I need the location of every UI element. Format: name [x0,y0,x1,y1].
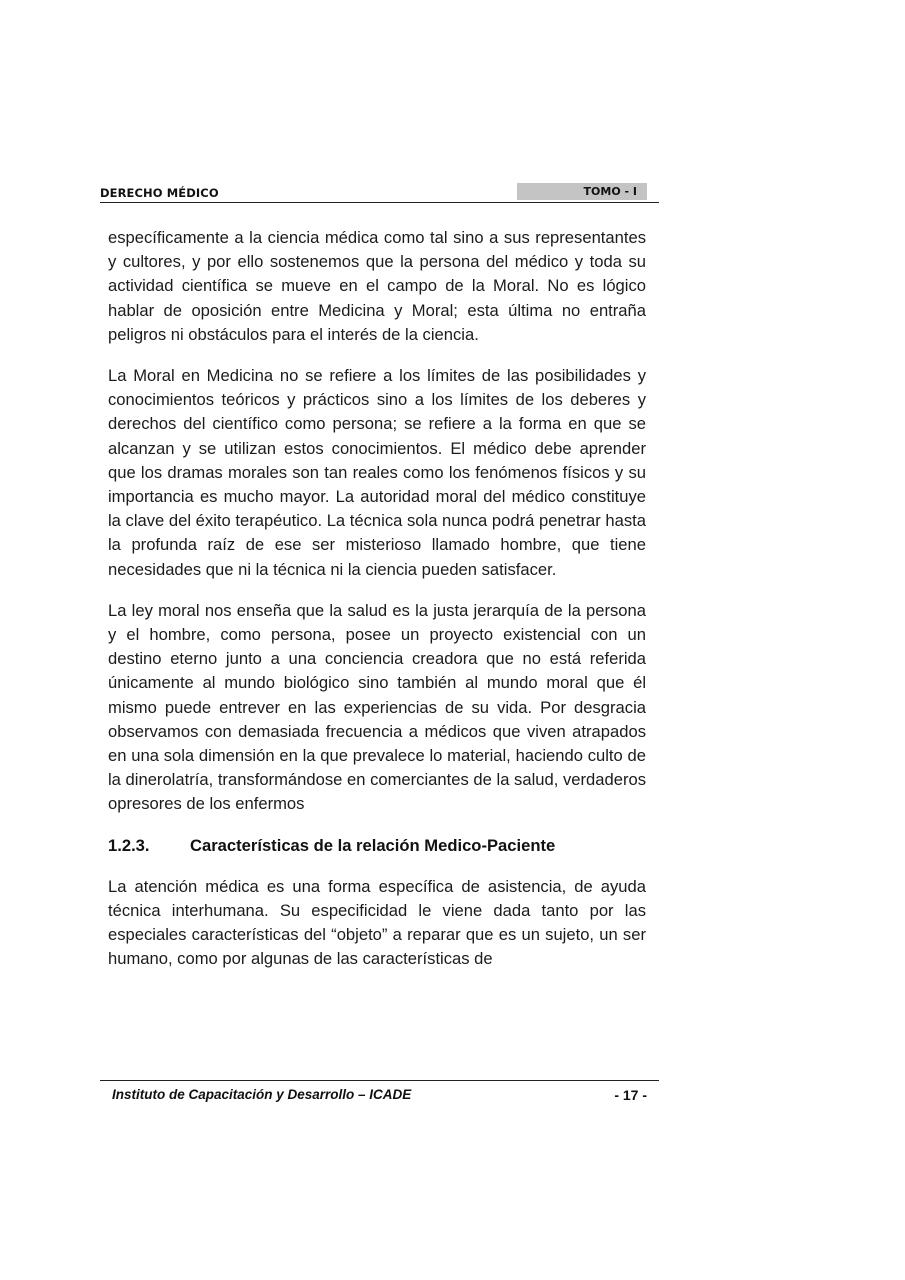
running-header-title: DERECHO MÉDICO [100,186,219,200]
body-paragraph-2: La Moral en Medicina no se refiere a los límites de las posibilidades y conocimientos teóricos y prácticos sino a los límites de los deberes y derechos del científico como persona; se refiere a la forma en que se alcanzan y se utilizan estos conocimientos. El médico debe aprender que los dramas morales son tan reales como los fenómenos físicos y su importancia es mucho mayor. La autoridad moral del médico constituye la clave del éxito terapéutico. La técnica sola nunca podrá penetrar hasta la profunda raíz de ese ser misterioso llamado hombre, que tiene necesidades que ni la técnica ni la ciencia pueden satisfacer. [108,366,646,579]
section-heading [108,834,646,858]
body-paragraph-1: específicamente a la ciencia médica como tal sino a sus representantes y cultores, y por ello sostenemos que la persona del médico y toda su actividad científica se mueve en el campo de la Moral. No es lógico hablar de oposición entre Medicina y Moral; esta última no entraña peligros ni obstáculos para el interés de la ciencia. [108,228,646,344]
section-title: Características de la relación Medico-Paciente [190,835,556,855]
section-number: 1.2.3. [108,835,150,855]
page-number: - 17 - [614,1087,647,1103]
page-footer [100,1080,659,1111]
page-content [108,226,646,988]
page-header [100,183,659,203]
body-paragraph-3: La ley moral nos enseña que la salud es la justa jerarquía de la persona y el hombre, como persona, posee un proyecto existencial con un destino eterno junto a una conciencia creadora que no está referida únicamente al mundo biológico sino también al mundo moral que él mismo puede entrever en las experiencias de su vida. Por desgracia observamos con demasiada frecuencia a médicos que viven atrapados en una sola dimensión en la que prevalece lo material, haciendo culto de la dinerolatría, transformándose en comerciantes de la salud, verdaderos opresores de los enfermos [108,600,646,814]
footer-institution: Instituto de Capacitación y Desarrollo – ICADE [112,1087,412,1102]
body-paragraph-4: La atención médica es una forma específica de asistencia, de ayuda técnica interhumana. Su especificidad le viene dada tanto por las especiales características del “objeto” a reparar que es un sujeto, un ser humano, como por algunas de las características de [108,876,646,969]
volume-label: TOMO - I [517,183,647,200]
